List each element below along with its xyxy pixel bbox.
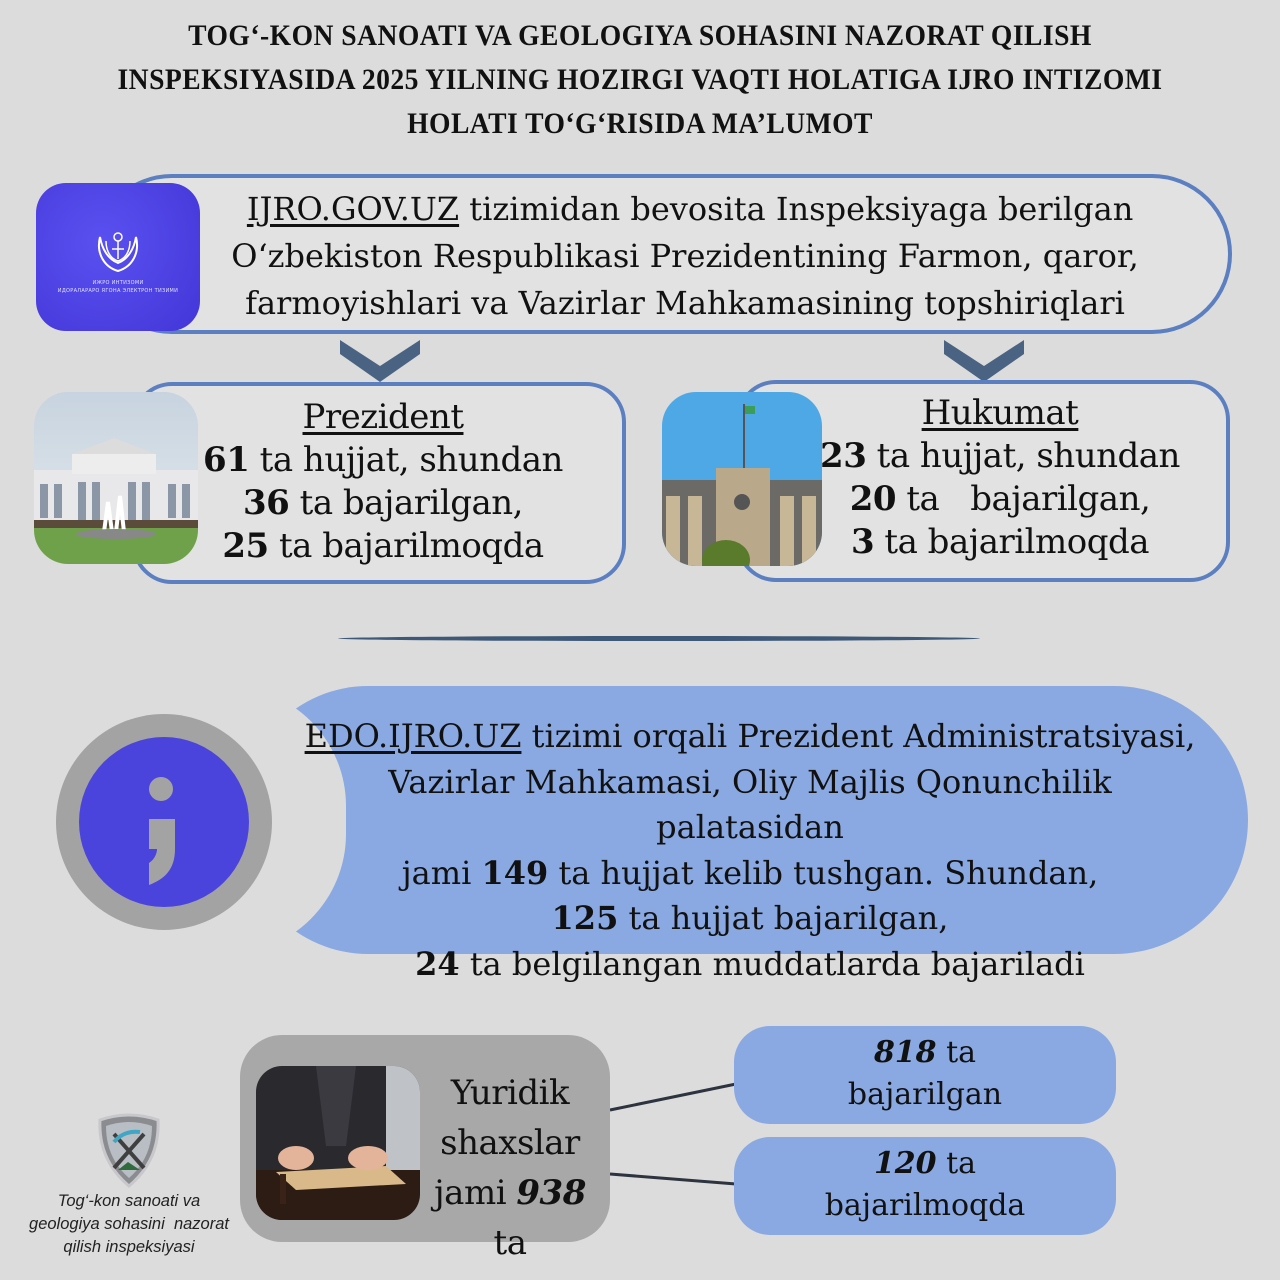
logo-caption-1: ИЖРО ИНТИЗОМИ — [92, 280, 144, 286]
chevron-down-icon — [340, 340, 420, 382]
signing-document-photo — [256, 1066, 420, 1220]
connector-lines — [600, 1060, 750, 1210]
logo-caption-2: ИДОРАЛАРАРО ЯГОНА ЭЛЕКТРОН ТИЗИМИ — [57, 288, 179, 294]
title-line-2: INSPEKSIYASIDA 2025 YILNING HOZIRGI VAQTI HOLATIGA IJRO INTIZOMI — [117, 63, 1163, 96]
ijro-gov-link[interactable]: IJRO.GOV.UZ — [246, 190, 460, 228]
prezident-heading: Prezident — [302, 397, 464, 437]
section-divider — [338, 636, 980, 641]
organization-name: Tog‘-kon sanoati va geologiya sohasini nazorat qilish inspeksiyasi — [29, 1192, 229, 1256]
page-title — [51, 14, 1229, 146]
edo-icon-disc — [79, 737, 249, 907]
yuridik-shaxslar-summary: Yuridik shaxslar jami 938 ta — [434, 1073, 586, 1263]
bajarilgan-pill: 818 ta bajarilgan — [734, 1026, 1116, 1124]
government-building-photo — [662, 392, 822, 566]
edo-ijro-link[interactable]: EDO.IJRO.UZ — [304, 717, 522, 755]
semicolon-icon — [79, 737, 249, 907]
bajarilmoqda-pill: 120 ta bajarilmoqda — [734, 1137, 1116, 1235]
presidential-palace-photo — [34, 392, 198, 564]
hukumat-heading: Hukumat — [921, 393, 1079, 433]
chevron-down-icon — [944, 340, 1024, 382]
inspection-shield-icon — [94, 1112, 164, 1188]
hukumat-stats: Hukumat 23 ta hujjat, shundan 20 ta bajarilgan, 3 ta bajarilmoqda — [820, 393, 1180, 562]
prezident-stats: Prezident 61 ta hujjat, shundan 36 ta bajarilgan, 25 ta bajarilmoqda — [203, 397, 563, 566]
ijro-emblem-icon — [88, 219, 148, 279]
edo-ijro-description: EDO.IJRO.UZ tizimi orqali Prezident Administratsiyasi, Vazirlar Mahkamasi, Oliy Majlis Qonunchilik palatasidan jami 149 ta hujjat kelib tushgan. Shundan, 125 ta hujjat bajarilgan, 24 ta belgilangan muddatlarda bajariladi — [304, 717, 1196, 983]
title-line-3: HOLATI TO‘G‘RISIDA MA’LUMOT — [407, 107, 873, 140]
ijro-gov-description: IJRO.GOV.UZ tizimidan bevosita Inspeksiyaga berilgan O‘zbekiston Respublikasi Prezidentining Farmon, qaror, farmoyishlari va Vazirlar Mahkamasining topshiriqlari — [231, 190, 1139, 322]
ijro-logo — [36, 183, 200, 331]
title-line-1: TOG‘-KON SANOATI VA GEOLOGIYA SOHASINI NAZORAT QILISH — [188, 19, 1092, 52]
